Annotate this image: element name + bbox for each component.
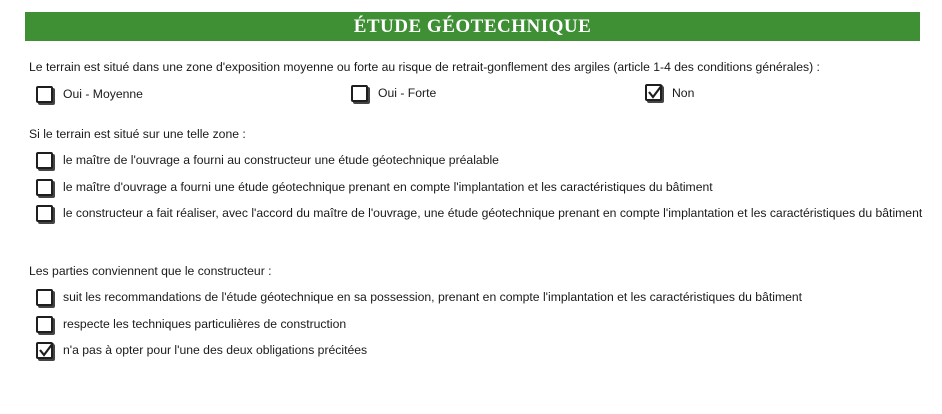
section-title-banner	[25, 12, 920, 41]
checkbox-non[interactable]	[645, 84, 662, 101]
checkbox-oui-moyenne[interactable]	[36, 86, 53, 103]
label-oui-moyenne: Oui - Moyenne	[63, 87, 143, 101]
label-etude-constructeur: le constructeur a fait réaliser, avec l'accord du maître de l'ouvrage, une étude géotechnique prenant en compte l'implantation et les caractéristiques du bâtiment	[63, 206, 923, 220]
label-oui-forte: Oui - Forte	[378, 86, 437, 100]
checkbox-techniques[interactable]	[36, 316, 53, 333]
checkmark-icon	[646, 83, 664, 101]
label-etude-prealable: le maître de l'ouvrage a fourni au constructeur une étude géotechnique préalable	[63, 153, 499, 167]
section-title: ÉTUDE GÉOTECHNIQUE	[353, 15, 592, 37]
parties-heading: Les parties conviennent que le constructeur :	[29, 264, 272, 278]
label-techniques: respecte les techniques particulières de construction	[63, 317, 347, 331]
checkbox-oui-forte[interactable]	[351, 85, 368, 102]
label-non: Non	[672, 86, 695, 100]
label-etude-implantation: le maître d'ouvrage a fourni une étude géotechnique prenant en compte l'implantation et les caractéristiques du bâtiment	[63, 180, 713, 194]
label-pas-opter: n'a pas à opter pour l'une des deux obligations précitées	[63, 343, 368, 357]
checkbox-etude-implantation[interactable]	[36, 179, 53, 196]
zone-question: Le terrain est situé dans une zone d'exposition moyenne ou forte au risque de retrait-gonflement des argiles (article 1-4 des conditions générales) :	[29, 60, 820, 74]
zone-condition-heading: Si le terrain est situé sur une telle zone :	[29, 127, 246, 141]
checkbox-etude-constructeur[interactable]	[36, 205, 53, 222]
label-suit-recommandations: suit les recommandations de l'étude géotechnique en sa possession, prenant en compte l'implantation et les caractéristiques du bâtiment	[63, 290, 803, 304]
checkmark-icon	[37, 341, 55, 359]
checkbox-suit-recommandations[interactable]	[36, 289, 53, 306]
checkbox-etude-prealable[interactable]	[36, 152, 53, 169]
checkbox-pas-opter[interactable]	[36, 342, 53, 359]
